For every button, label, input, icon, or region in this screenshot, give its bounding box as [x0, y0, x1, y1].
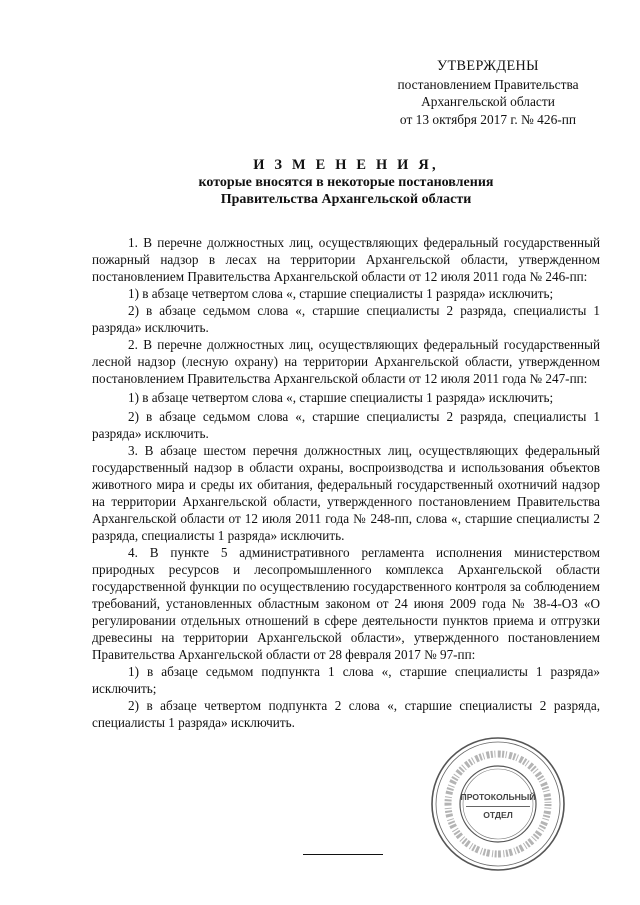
stamp-text-1: ПРОТОКОЛЬНЫЙ	[460, 792, 536, 802]
paragraph: 1) в абзаце четвертом слова «, старшие специалисты 1 разряда» исключить;	[128, 390, 554, 405]
paragraph: 2) в абзаце седьмом слова «, старшие специалисты 2 разряда, специалисты 1 разряда» исключить.	[92, 409, 600, 441]
approval-line-2: Архангельской области	[421, 94, 555, 109]
title-main: И З М Е Н Е Н И Я,	[253, 157, 439, 173]
footer-rule	[303, 854, 383, 855]
title-line-3: Правительства Архангельской области	[220, 192, 472, 207]
paragraph: 1) в абзаце седьмом подпункта 1 слова «, старшие специалисты 1 разряда» исключить;	[92, 664, 600, 696]
approval-line-3: от 13 октября 2017 г. № 426-пп	[399, 111, 577, 127]
paragraph: 4. В пункте 5 административного регламента исполнения министерством природных ресурсов и лесопромышленного комплекса Архангельской области государственной функции по осуществлению государственного контроля за соблюдением требований, установленных областным законом от 24 июня 2009 года № 38-4-ОЗ «О регулировании отдельных отношений в сфере деятельности пунктов приема и отгрузки древесины на территории Архангельской области», утвержденного постановлением Правительства Архангельской области от 28 февраля 2017 № 97-пп:	[92, 545, 600, 662]
title-line-2: которые вносятся в некоторые постановления	[198, 175, 494, 190]
paragraph: 2. В перечне должностных лиц, осуществляющих федеральный государственный лесной надзор (лесную охрану) на территории Архангельской области, утвержденном постановлением Правительства Архангельской области от 12 июля 2011 года № 247-пп:	[92, 337, 600, 386]
approval-line-1: постановлением Правительства	[397, 76, 579, 92]
round-stamp	[428, 734, 568, 879]
approval-heading: УТВЕРЖДЕНЫ	[437, 58, 539, 74]
stamp-seal-icon	[428, 734, 568, 874]
document-title	[92, 157, 600, 208]
approval-block	[378, 58, 598, 128]
paragraph: 1. В перечне должностных лиц, осуществляющих федеральный государственный пожарный надзор в лесах на территории Архангельской области, утвержденном постановлением Правительства Архангельской области от 12 июля 2011 года № 246-пп:	[92, 235, 600, 284]
paragraph: 2) в абзаце седьмом слова «, старшие специалисты 2 разряда, специалисты 1 разряда» исключить.	[92, 303, 600, 335]
paragraph: 3. В абзаце шестом перечня должностных лиц, осуществляющих федеральный государственный надзор в области охраны, воспроизводства и использования объектов животного мира и среды их обитания, федеральный государственный охотничий надзор на территории Архангельской области, утвержденного постановлением Правительства Архангельской области от 12 июля 2011 года № 248-пп, слова «, старшие специалисты 2 разряда, специалисты 1 разряда» исключить.	[92, 443, 600, 543]
paragraph: 2) в абзаце четвертом подпункта 2 слова «, старшие специалисты 2 разряда, специалисты 1 разряда» исключить.	[92, 698, 600, 730]
stamp-text-2: ОТДЕЛ	[483, 810, 513, 820]
paragraph: 1) в абзаце четвертом слова «, старшие специалисты 1 разряда» исключить;	[128, 286, 554, 301]
document-body	[92, 234, 600, 731]
